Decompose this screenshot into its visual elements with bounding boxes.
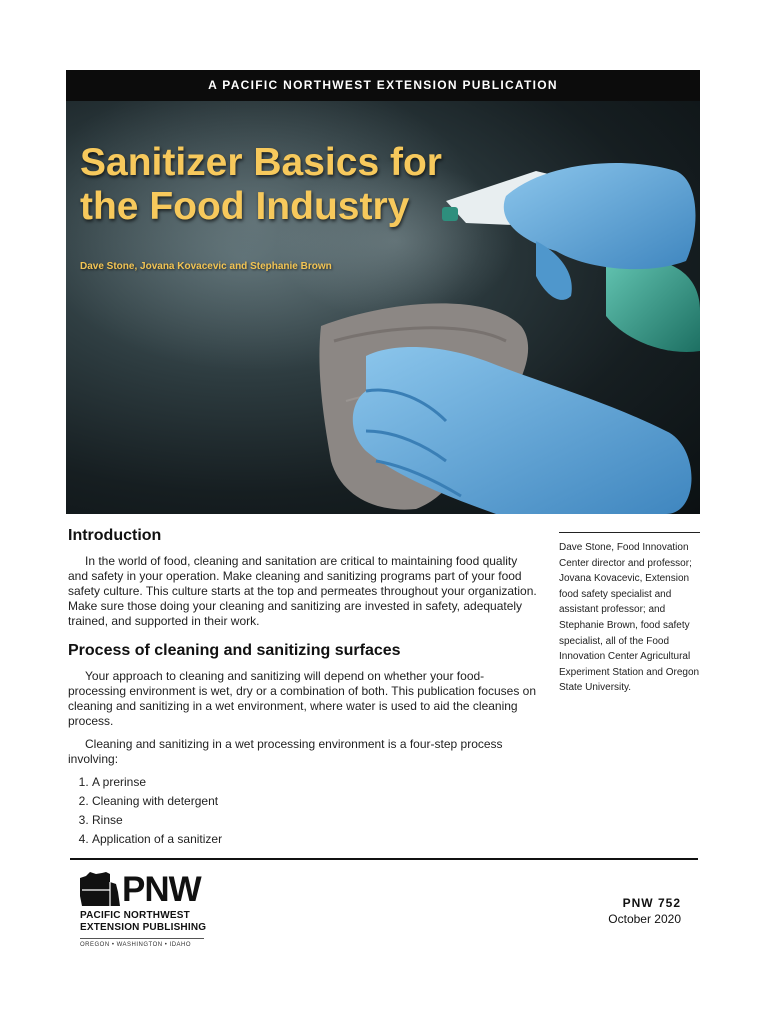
publication-date: October 2020 [608, 912, 681, 926]
author-sidebar [559, 532, 700, 696]
publication-title [80, 141, 442, 229]
title-line-1: Sanitizer Basics for [80, 141, 442, 184]
step-item: 1. A prerinse [92, 775, 540, 790]
northwest-states-icon [80, 872, 120, 906]
logo-line-1: PACIFIC NORTHWEST [80, 910, 190, 921]
step-item: 2. Cleaning with detergent [92, 794, 540, 809]
hero-image [66, 101, 700, 514]
logo-states: OREGON • WASHINGTON • IDAHO [80, 942, 192, 948]
introduction-heading: Introduction [68, 527, 162, 544]
step-item: 3. Rinse [92, 813, 540, 828]
logo-line-2: EXTENSION PUBLISHING [80, 922, 207, 933]
process-paragraph-2: Cleaning and sanitizing in a wet processing environment is a four-step process involving: [68, 737, 503, 766]
title-line-2: the Food Industry [80, 185, 410, 228]
logo-divider [80, 938, 204, 939]
spray-bottle-body [606, 258, 700, 352]
process-heading: Process of cleaning and sanitizing surfaces [68, 642, 401, 659]
introduction-paragraph: In the world of food, cleaning and sanitation are critical to maintaining food quality and safety in your operation. Make cleaning and sanitizing programs part of your food safety culture. This culture starts at the top and permeates throughout your organization. Make sure those doing your cleaning and sanitizing are invested in safety, adequately trained, and supported in their work. [68, 554, 537, 628]
main-content [68, 526, 540, 851]
author-affiliations: Dave Stone, Food Innovation Center director and professor; Jovana Kovacevic, Extension food safety specialist and assistant professor; and Stephanie Brown, food safety specialist, all of the Food Innovation Center Agricultural Experiment Station and Oregon State University. [559, 542, 700, 694]
publication-info [608, 896, 681, 926]
hero-authors: Dave Stone, Jovana Kovacevic and Stephanie Brown [80, 261, 332, 272]
steps-list [68, 775, 540, 847]
publication-number: PNW 752 [622, 896, 681, 910]
pnw-logo [80, 872, 220, 948]
logo-pnw-text: PNW [122, 870, 201, 909]
sidebar-divider [559, 532, 700, 533]
step-item: 4. Application of a sanitizer [92, 832, 540, 847]
footer-divider [70, 858, 698, 860]
publication-banner: A PACIFIC NORTHWEST EXTENSION PUBLICATION [66, 70, 700, 101]
process-paragraph-1: Your approach to cleaning and sanitizing will depend on whether your food-processing environment is wet, dry or a combination of both. This publication focuses on cleaning and sanitizing in a wet environment, where water is used to aid the cleaning process. [68, 669, 537, 728]
logo-mark [80, 870, 220, 909]
